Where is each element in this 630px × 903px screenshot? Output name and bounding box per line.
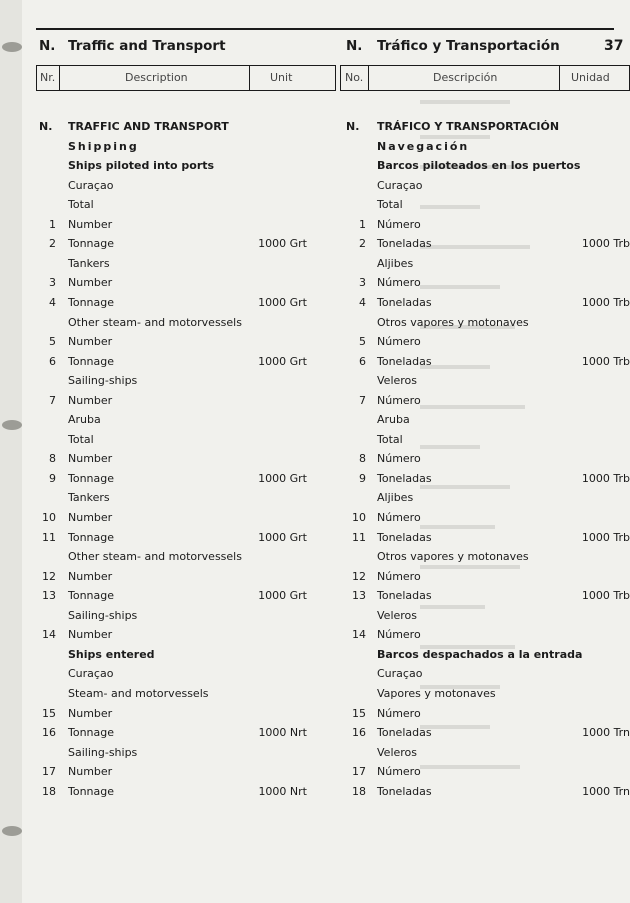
row-number: 18 — [42, 784, 56, 798]
row-number: 9 — [49, 471, 56, 485]
row-number: 5 — [49, 335, 56, 349]
header-top-rule — [36, 28, 614, 30]
row-description: Toneladas — [377, 726, 432, 740]
row-unit: 1000 Nrt — [258, 726, 307, 740]
right-column-header — [340, 65, 630, 91]
row-unit: 1000 Grt — [258, 530, 307, 544]
row-description: Número — [377, 452, 421, 466]
row-description: TRAFFIC AND TRANSPORT — [68, 120, 229, 133]
table-row — [0, 648, 630, 667]
row-number: 3 — [359, 276, 366, 290]
row-description: Total — [377, 198, 403, 212]
row-number: 1 — [49, 217, 56, 231]
row-description: Tankers — [68, 256, 110, 270]
row-description: Number — [68, 628, 113, 642]
row-unit: 1000 Trb — [581, 295, 630, 309]
table-row — [0, 452, 630, 471]
row-number: 7 — [359, 393, 366, 407]
row-number: 3 — [49, 276, 56, 290]
table-row — [0, 394, 630, 413]
row-description: Sailing-ships — [68, 374, 138, 388]
table-row — [0, 179, 630, 198]
row-number: 5 — [359, 335, 366, 349]
table-row — [0, 667, 630, 686]
row-description: Ships entered — [68, 647, 155, 661]
row-description: Number — [68, 452, 113, 466]
row-description: Other steam- and motorvessels — [68, 550, 242, 564]
row-number: 4 — [359, 295, 366, 309]
table-row — [0, 550, 630, 569]
row-number: 13 — [352, 589, 366, 603]
row-unit: 1000 Trb — [581, 237, 630, 251]
row-number: N. — [39, 120, 53, 133]
row-description: Número — [377, 706, 421, 720]
table-row — [0, 374, 630, 393]
row-number: 6 — [49, 354, 56, 368]
row-description: Número — [377, 569, 421, 583]
row-number: 11 — [352, 530, 366, 544]
row-unit: 1000 Trn — [582, 784, 630, 798]
row-description: Tonnage — [68, 295, 115, 309]
row-description: Tonnage — [68, 784, 115, 798]
page-number: 37 — [604, 38, 624, 54]
row-description: Tonnage — [68, 354, 115, 368]
row-number: 8 — [49, 452, 56, 466]
row-unit: 1000 Trb — [581, 471, 630, 485]
row-number: 13 — [42, 589, 56, 603]
right-col-description: Descripción — [433, 71, 498, 84]
left-header-code: N. — [39, 38, 56, 54]
left-column-header — [36, 65, 336, 91]
row-description: Number — [68, 217, 113, 231]
row-unit: 1000 Grt — [258, 589, 307, 603]
table-row — [0, 140, 630, 159]
row-description: Número — [377, 765, 421, 779]
row-description: Number — [68, 706, 113, 720]
row-number: 1 — [359, 217, 366, 231]
table-row — [0, 159, 630, 178]
row-description: Steam- and motorvessels — [68, 686, 209, 700]
row-number: 9 — [359, 471, 366, 485]
row-description: Tonnage — [68, 530, 115, 544]
row-description: Other steam- and motorvessels — [68, 315, 242, 329]
row-number: 10 — [42, 511, 56, 524]
row-number: 16 — [352, 726, 366, 740]
table-row — [0, 276, 630, 295]
column-separator — [559, 66, 560, 90]
row-description: Toneladas — [377, 354, 432, 368]
row-unit: 1000 Grt — [258, 295, 307, 309]
column-separator — [249, 66, 250, 90]
row-description: Toneladas — [377, 589, 432, 603]
row-number: 7 — [49, 393, 56, 407]
row-description: Otros vapores y motonaves — [377, 550, 529, 564]
row-number: 16 — [42, 726, 56, 740]
binder-ring — [2, 42, 22, 52]
table-row — [0, 785, 630, 804]
row-description: Vapores y motonaves — [377, 686, 496, 700]
row-number: 2 — [49, 237, 56, 251]
left-header-title: Traffic and Transport — [68, 38, 226, 54]
table-row — [0, 570, 630, 589]
row-description: Ships piloted into ports — [68, 159, 215, 173]
row-description: Veleros — [377, 745, 418, 759]
right-col-nr: No. — [345, 71, 364, 84]
row-description: Sailing-ships — [68, 608, 138, 622]
row-description: Barcos piloteados en los puertos — [377, 159, 581, 173]
row-number: 18 — [352, 784, 366, 798]
table-row — [0, 491, 630, 510]
row-description: Number — [68, 569, 113, 583]
left-col-nr: Nr. — [40, 71, 56, 84]
row-description: Número — [377, 335, 421, 349]
row-description: Número — [377, 217, 421, 231]
column-separator — [368, 66, 369, 90]
row-description: Aruba — [377, 413, 410, 427]
row-description: Veleros — [377, 608, 418, 622]
left-col-description: Description — [125, 71, 188, 84]
table-row — [0, 237, 630, 256]
row-number: 2 — [359, 237, 366, 251]
table-row — [0, 296, 630, 315]
row-number: 10 — [352, 511, 366, 524]
row-description: Toneladas — [377, 237, 432, 251]
row-unit: 1000 Grt — [258, 471, 307, 485]
row-description: Curaçao — [68, 178, 114, 192]
table-row — [0, 218, 630, 237]
row-description: Total — [68, 198, 94, 212]
row-number: 15 — [42, 706, 56, 720]
row-description: Toneladas — [377, 471, 432, 485]
row-description: Aruba — [68, 413, 101, 427]
row-number: 11 — [42, 530, 56, 544]
row-number: 14 — [42, 628, 56, 642]
row-description: Shipping — [68, 139, 139, 153]
row-description: Aljibes — [377, 491, 414, 505]
table-row — [0, 335, 630, 354]
right-header-title: Tráfico y Transportación — [377, 38, 560, 54]
row-number: 14 — [352, 628, 366, 642]
table-row — [0, 472, 630, 491]
row-description: Otros vapores y motonaves — [377, 315, 529, 329]
table-row — [0, 609, 630, 628]
row-unit: 1000 Trn — [582, 726, 630, 740]
row-unit: 1000 Grt — [258, 237, 307, 251]
row-number: 12 — [42, 569, 56, 583]
row-description: Número — [377, 393, 421, 407]
table-row — [0, 589, 630, 608]
left-col-unit: Unit — [270, 71, 293, 84]
right-header-code: N. — [346, 38, 363, 54]
row-description: Number — [68, 276, 113, 290]
row-number: 4 — [49, 295, 56, 309]
row-description: Número — [377, 628, 421, 642]
table-row — [0, 726, 630, 745]
row-description: Number — [68, 765, 113, 779]
row-description: Total — [68, 432, 94, 446]
row-number: N. — [346, 120, 360, 133]
table-row — [0, 316, 630, 335]
table-row — [0, 511, 630, 530]
table-row — [0, 413, 630, 432]
table-row — [0, 531, 630, 550]
row-unit: 1000 Trb — [581, 589, 630, 603]
row-description: Número — [377, 276, 421, 290]
table-row — [0, 355, 630, 374]
row-description: Aljibes — [377, 256, 414, 270]
row-description: Sailing-ships — [68, 745, 138, 759]
row-number: 17 — [42, 765, 56, 779]
row-description: Toneladas — [377, 295, 432, 309]
row-number: 17 — [352, 765, 366, 779]
row-description: Curaçao — [377, 667, 423, 681]
row-unit: 1000 Trb — [581, 530, 630, 544]
row-description: Navegación — [377, 139, 470, 153]
row-number: 6 — [359, 354, 366, 368]
row-description: Tonnage — [68, 589, 115, 603]
table-row — [0, 707, 630, 726]
column-separator — [59, 66, 60, 90]
row-number: 15 — [352, 706, 366, 720]
row-description: Number — [68, 335, 113, 349]
row-description: Número — [377, 511, 421, 524]
row-description: TRÁFICO Y TRANSPORTACIÓN — [377, 120, 560, 133]
table-row — [0, 746, 630, 765]
row-number: 8 — [359, 452, 366, 466]
row-description: Barcos despachados a la entrada — [377, 647, 583, 661]
row-description: Number — [68, 393, 113, 407]
row-description: Curaçao — [377, 178, 423, 192]
table-row — [0, 198, 630, 217]
table-row — [0, 687, 630, 706]
row-description: Veleros — [377, 374, 418, 388]
row-unit: 1000 Nrt — [258, 784, 307, 798]
right-col-unit: Unidad — [571, 71, 610, 84]
row-description: Curaçao — [68, 667, 114, 681]
row-description: Tonnage — [68, 237, 115, 251]
row-description: Toneladas — [377, 530, 432, 544]
binder-ring — [2, 826, 22, 836]
row-description: Tonnage — [68, 471, 115, 485]
row-description: Total — [377, 432, 403, 446]
table-row — [0, 433, 630, 452]
row-description: Number — [68, 511, 113, 524]
table-row — [0, 628, 630, 647]
row-unit: 1000 Grt — [258, 354, 307, 368]
table-row — [0, 765, 630, 784]
row-unit: 1000 Trb — [581, 354, 630, 368]
row-description: Toneladas — [377, 784, 432, 798]
table-row — [0, 257, 630, 276]
table-row — [0, 120, 630, 139]
row-number: 12 — [352, 569, 366, 583]
row-description: Tonnage — [68, 726, 115, 740]
row-description: Tankers — [68, 491, 110, 505]
